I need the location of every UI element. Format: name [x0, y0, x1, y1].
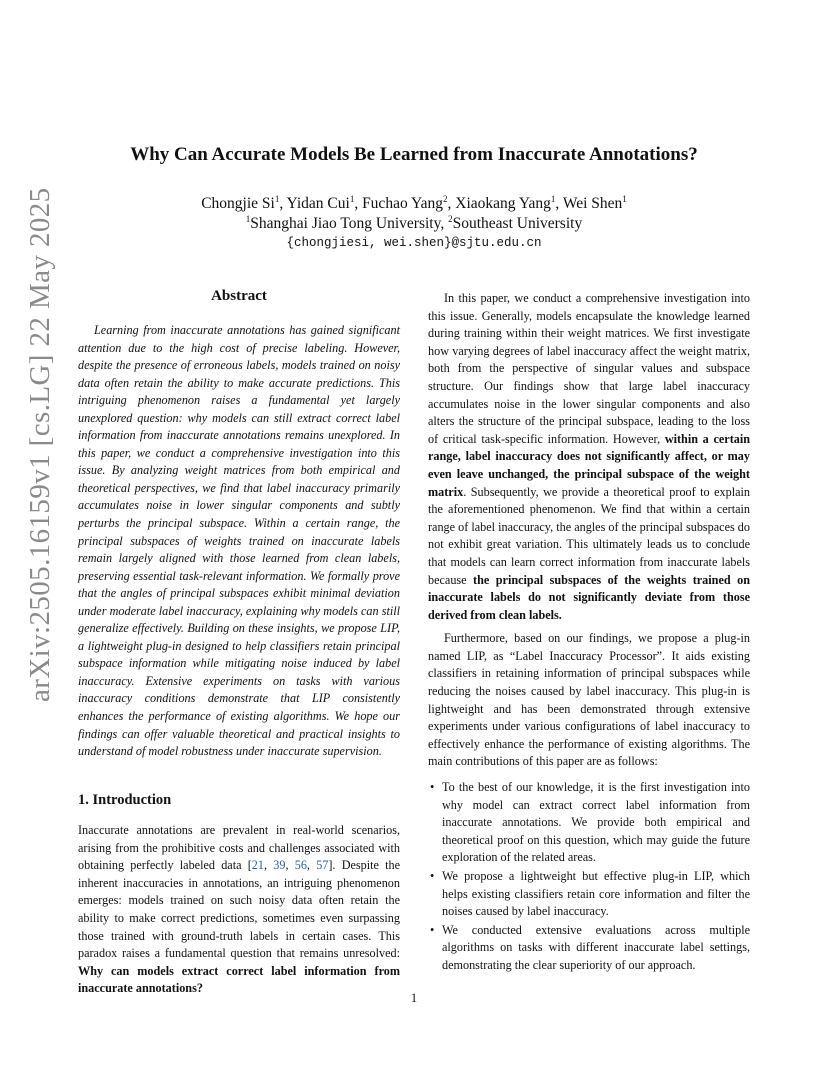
author-affiliation-marker: 1: [274, 193, 280, 204]
introduction-paragraph: Inaccurate annotations are prevalent in real-world scenarios, arising from the prohibitive costs and challenges associated with obtaining perfectly labeled data [21, 39, 56, 57]. Despite the inherent inaccuracies in annotations, an intriguing phenomenon emerges: models trained on such noisy data often retain the ability to make correct predictions, sometimes even surpassing those trained with ground-truth labels in certain cases. This paradox raises a fundamental question that remains unresolved: Why can models extract correct label information from inaccurate annotations?: [78, 823, 401, 996]
citation-link[interactable]: 57: [316, 858, 329, 873]
affiliation-name: Shanghai Jiao Tong University,: [250, 215, 449, 232]
right-column: [428, 290, 750, 976]
page-number: 1: [410, 991, 418, 1005]
abstract-heading: Abstract: [211, 288, 267, 304]
author-affiliation-marker: 2: [443, 193, 448, 204]
citation-link[interactable]: 39: [273, 858, 286, 873]
investigation-paragraph: [428, 290, 750, 624]
abstract-text: Learning from inaccurate annotations has gained significant attention due to the high cost of precise labeling. However, despite the presence of erroneous labels, models trained on noisy data often retain the ability to make accurate predictions. This intriguing phenomenon raises a fundamental yet largely unexplored question: why models can still extract correct label information from inaccurate annotations remains unexplored. In this paper, we conduct a comprehensive investigation into this issue. By analyzing weight matrices from both empirical and theoretical perspectives, we find that label inaccuracy primarily accumulates noise in lower singular components and subtly perturbs the principal subspace. Within a certain range, the principal subspaces of weights trained on inaccurate labels remain largely aligned with those learned from clean labels, preserving essential task-relevant information. We formally prove that the angles of principal subspaces exhibit minimal deviation under moderate label inaccuracy, explaining why models can still generalize effectively. Building on these insights, we propose LIP, a lightweight plug-in designed to help classifiers retain principal subspace information while mitigating noise induced by label inaccuracy. Extensive experiments on tasks with various inaccuracy conditions demonstrate that LIP consistently enhances the performance of existing algorithms. We hope our findings can offer valuable theoretical and practical insights to understand of model robustness under inaccurate supervision.: [78, 323, 400, 759]
paragraph-text: In this paper, we conduct a comprehensive investigation into this issue. Generally, models encapsulate the knowledge learned during training within their weight matrices. We first investigate how varying degrees of label inaccuracy affect the weight matrix, both from the perspective of singular values and subspace structure. Our findings show that large label inaccuracy accumulates noise in the lower singular components and also alters the structure of the principal subspace, leading to the loss of critical task-specific information. However,: [428, 291, 750, 446]
author-name: Wei Shen: [562, 195, 623, 212]
research-question: Why can models extract correct label information from inaccurate annotations?: [78, 963, 400, 996]
list-item: [430, 868, 750, 921]
affiliation-marker: 1: [245, 213, 251, 224]
author-name: Chongjie Si: [201, 195, 275, 212]
affiliation-name: Southeast University: [452, 215, 583, 232]
citation-link[interactable]: 21: [251, 858, 264, 873]
list-item-text: To the best of our knowledge, it is the first investigation into why model can extract correct label information from inaccurate annotations. We provide both empirical and theoretical proof on this question, which may guide the future exploration of the related areas.: [442, 780, 750, 865]
paper-title: Why Can Accurate Models Be Learned from Inaccurate Annotations?: [130, 144, 698, 165]
author-name: Xiaokang Yang: [455, 195, 551, 212]
key-finding: within a certain range, label inaccuracy does not significantly affect, or may even leave unchanged, the principal subspace of the weight matrix: [428, 431, 751, 499]
author-name: Yidan Cui: [286, 195, 350, 212]
bullet-icon: •: [430, 869, 435, 883]
paragraph-text: ]. Despite the inherent inaccuracies in annotations, an intriguing phenomenon emerges: models trained on such noisy data often retain the ability to make correct predictions, sometimes even surpassing those trained with ground-truth labels in certain cases. This paradox raises a fundamental question that remains unresolved:: [78, 858, 401, 961]
list-item: [430, 779, 750, 867]
contributions-list: [428, 779, 750, 975]
author-list: Chongjie Si$^1$, Yidan Cui$^1$, Fuchao Yang$^2$, Xiaokang Yang$^1$, Wei Shen$^1$: [201, 193, 627, 212]
author-name: Fuchao Yang: [362, 195, 444, 212]
author-affiliation-marker: 1: [550, 193, 556, 204]
list-item-text: We conducted extensive evaluations across multiple algorithms on tasks with different inaccurate label settings, demonstrating the clear superiority of our approach.: [442, 922, 750, 972]
paragraph-text: . Subsequently, we provide a theoretical proof to explain the aforementioned phenomenon. We find that within a certain range of label inaccuracy, the angles of the principal subspaces do not exhibit great variation. This ultimately leads us to conclude that models can learn correct information from inaccurate labels because: [428, 484, 750, 587]
key-conclusion: the principal subspaces of the weights trained on inaccurate labels do not significantly deviate from those derived from clean labels.: [428, 572, 750, 622]
bullet-icon: •: [430, 922, 435, 937]
author-affiliation-marker: 1: [349, 193, 355, 204]
author-affiliation-marker: 1: [622, 193, 627, 204]
list-item: [430, 922, 750, 975]
paragraph-text: Inaccurate annotations are prevalent in real-world scenarios, arising from the prohibitive costs and challenges associated with obtaining perfectly labeled data [: [78, 823, 400, 873]
arxiv-identifier-stamp: arXiv:2505.16159v1 [cs.LG] 22 May 2025: [24, 187, 56, 702]
author-email: {chongjiesi, wei.shen}@sjtu.edu.cn: [286, 236, 542, 250]
plugin-paragraph: Furthermore, based on our findings, we propose a plug-in named LIP, as “Label Inaccuracy Processor”. It aids existing classifiers in retaining information of principal subspaces while reducing the noises caused by label inaccuracy. This plug-in is lightweight and has been demonstrated through extensive experiments under various configurations of label inaccuracy to effectively enhance the performance of existing algorithms. The main contributions of this paper are as follows:: [428, 631, 750, 769]
list-item-text: We propose a lightweight but effective plug-in LIP, which helps existing classifiers retain core information and filter the noises caused by label inaccuracy.: [442, 869, 750, 919]
affiliation-marker: 2: [448, 213, 453, 224]
author-block: [0, 194, 828, 234]
bullet-icon: •: [430, 780, 435, 795]
affiliation-line: [0, 214, 828, 234]
citation-link[interactable]: 56: [294, 858, 307, 873]
section-heading-introduction: 1. Introduction: [78, 792, 172, 808]
